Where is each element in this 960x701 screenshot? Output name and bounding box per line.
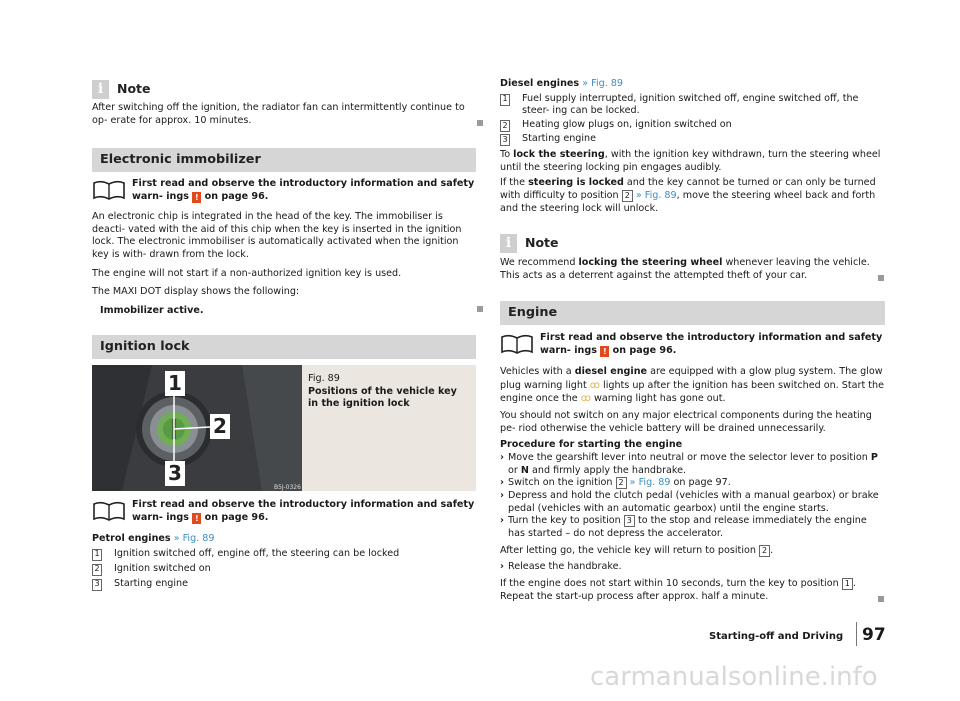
position-number: 2 xyxy=(616,477,627,489)
no-start-paragraph: If the engine does not start within 10 seconds, turn the key to position 1 . Repeat the start-up process after approx. half a minute. xyxy=(500,577,856,602)
warning-text: First read and observe the introductory information and safety warn- ings xyxy=(540,332,883,356)
step-item: › Depress and hold the clutch pedal (vehicles with a manual gearbox) or brake pedal (vehicles with an automatic gearbox) until the engine starts. xyxy=(500,489,879,514)
display-message: Immobilizer active. xyxy=(100,305,204,316)
note-block xyxy=(500,234,885,282)
step-item: › Turn the key to position 3 to the stop and release immediately the engine has started – do not depress the accelerator. xyxy=(500,515,867,539)
end-mark xyxy=(878,596,884,602)
warning-ignition xyxy=(92,499,476,524)
page-number: 97 xyxy=(862,625,886,645)
fig-link[interactable]: » Fig. 89 xyxy=(582,78,624,89)
list-item-text: Ignition switched on xyxy=(114,562,211,574)
warning-page-ref[interactable]: on page 96. xyxy=(612,344,677,356)
immobilizer-paragraph-2: The engine will not start if a non-authorized ignition key is used. xyxy=(92,268,402,279)
procedure-title: Procedure for starting the engine xyxy=(500,439,683,451)
section-heading-engine: Engine xyxy=(500,301,885,325)
note-header xyxy=(500,234,885,253)
footer-section: Starting-off and Driving xyxy=(709,631,844,642)
chevron-right-icon: › xyxy=(500,515,504,527)
book-icon xyxy=(92,178,126,202)
end-mark xyxy=(477,306,483,312)
immobilizer-paragraph-3: The MAXI DOT display shows the following: xyxy=(92,286,300,297)
footer-divider xyxy=(856,622,857,646)
fig-link[interactable]: » Fig. 89 xyxy=(635,189,677,201)
position-number: 3 xyxy=(500,134,510,146)
heating-period-paragraph: You should not switch on any major electrical components during the heating pe- riod otherwise the vehicle battery will be drained unnecessarily. xyxy=(500,409,872,434)
warning-engine xyxy=(500,332,885,357)
warning-icon: ! xyxy=(600,346,609,357)
note-text: After switching off the ignition, the radiator fan can intermittently continue to op- erate for approx. 10 minutes. xyxy=(92,102,465,126)
section-heading-immobilizer: Electronic immobilizer xyxy=(92,148,476,172)
chevron-right-icon: › xyxy=(500,561,504,573)
position-number: 1 xyxy=(500,94,510,106)
engine-body xyxy=(500,366,885,603)
ignition-lock-image xyxy=(92,365,302,491)
callout-2: 2 xyxy=(210,414,230,439)
immobilizer-paragraph-1: An electronic chip is integrated in the head of the key. The immobiliser is deacti- vated with the aid of this chip when the key is inserted in the ignition lock. The electronic immobiliser is automatically activated when the ignition key is with- drawn from the lock. xyxy=(92,211,462,260)
warning-icon: ! xyxy=(192,192,201,203)
position-number: 1 xyxy=(92,549,102,561)
fig-link[interactable]: » Fig. 89 xyxy=(629,477,671,489)
info-icon: i xyxy=(92,80,109,99)
note-title: Note xyxy=(525,235,559,251)
ignition-photo xyxy=(92,365,302,491)
warning-icon: ! xyxy=(192,513,201,524)
figure-label: Fig. 89 xyxy=(308,373,340,384)
list-item xyxy=(92,578,476,591)
glow-plug-icon: ꝏ xyxy=(589,379,600,391)
warning-page-ref[interactable]: on page 96. xyxy=(204,190,269,202)
position-number: 2 xyxy=(622,190,633,202)
figure-caption xyxy=(302,365,464,491)
callout-1: 1 xyxy=(165,371,185,396)
petrol-label: Petrol engines xyxy=(92,533,171,544)
position-number: 3 xyxy=(624,515,635,527)
list-item xyxy=(500,133,885,146)
list-item-text: Heating glow plugs on, ignition switched on xyxy=(522,118,732,130)
chevron-right-icon: › xyxy=(500,477,504,489)
list-item-text: Starting engine xyxy=(522,132,597,144)
position-number: 1 xyxy=(842,578,853,590)
figure-89 xyxy=(92,365,476,491)
lock-steering-paragraph: To lock the steering, with the ignition key withdrawn, turn the steering wheel until the steering locking pin engages audibly. xyxy=(500,148,881,173)
fig-link[interactable]: » Fig. 89 xyxy=(173,533,215,544)
section-heading-ignition: Ignition lock xyxy=(92,335,476,359)
note-title: Note xyxy=(117,81,151,97)
list-item xyxy=(92,563,476,576)
diesel-engines xyxy=(500,78,885,215)
photo-code: B5J-0326 xyxy=(274,484,301,491)
petrol-engines xyxy=(92,533,476,591)
warning-text: First read and observe the introductory information and safety warn- ings xyxy=(132,499,475,523)
position-number: 2 xyxy=(92,564,102,576)
chevron-right-icon: › xyxy=(500,451,504,463)
step-item: › Switch on the ignition 2 » Fig. 89 on page 97. xyxy=(500,477,731,489)
warning-page-ref[interactable]: on page 96. xyxy=(204,511,269,523)
note-text: We recommend locking the steering wheel whenever leaving the vehicle. This acts as a deterrent against the attempted theft of your car. xyxy=(500,257,870,281)
list-item xyxy=(92,548,476,561)
glow-plug-icon: ꝏ xyxy=(580,393,591,405)
list-item xyxy=(500,119,885,132)
figure-description: Positions of the vehicle key in the ignition lock xyxy=(308,385,457,410)
book-icon xyxy=(92,499,126,523)
chevron-right-icon: › xyxy=(500,489,504,501)
note-header xyxy=(92,80,476,99)
list-item-text: Starting engine xyxy=(114,577,189,589)
end-mark xyxy=(878,275,884,281)
locked-steering-paragraph: If the steering is locked and the key cannot be turned or can only be turned with difficulty to position 2 » Fig. 89, move the steering wheel back and forth and the steering lock will unlock. xyxy=(500,177,876,214)
step-item: › Move the gearshift lever into neutral or move the selector lever to position P or N and firmly apply the handbrake. xyxy=(500,451,878,476)
warning-text: First read and observe the introductory information and safety warn- ings xyxy=(132,178,475,202)
after-release-paragraph: After letting go, the vehicle key will return to position 2 . xyxy=(500,544,774,556)
end-mark xyxy=(477,120,483,126)
list-item-text: Fuel supply interrupted, ignition switched off, engine switched off, the steer- ing can be locked. xyxy=(522,92,859,117)
note-block xyxy=(92,80,476,127)
info-icon: i xyxy=(500,234,517,253)
position-number: 3 xyxy=(92,579,102,591)
diesel-label: Diesel engines xyxy=(500,78,580,89)
list-item xyxy=(500,93,885,118)
position-number: 2 xyxy=(759,545,770,557)
list-item-text: Ignition switched off, engine off, the steering can be locked xyxy=(114,547,400,559)
position-number: 2 xyxy=(500,120,510,132)
callout-3: 3 xyxy=(165,461,185,486)
warning-immobilizer xyxy=(92,178,476,203)
book-icon xyxy=(500,332,534,356)
glow-plug-paragraph: Vehicles with a diesel engine are equipped with a glow plug system. The glow plug warning light ꝏ lights up after the ignition has been switched on. Start the engine once the ꝏ warning light has gone out. xyxy=(500,366,885,405)
step-item: › Release the handbrake. xyxy=(500,561,622,573)
watermark: carmanualsonline.info xyxy=(590,662,878,692)
